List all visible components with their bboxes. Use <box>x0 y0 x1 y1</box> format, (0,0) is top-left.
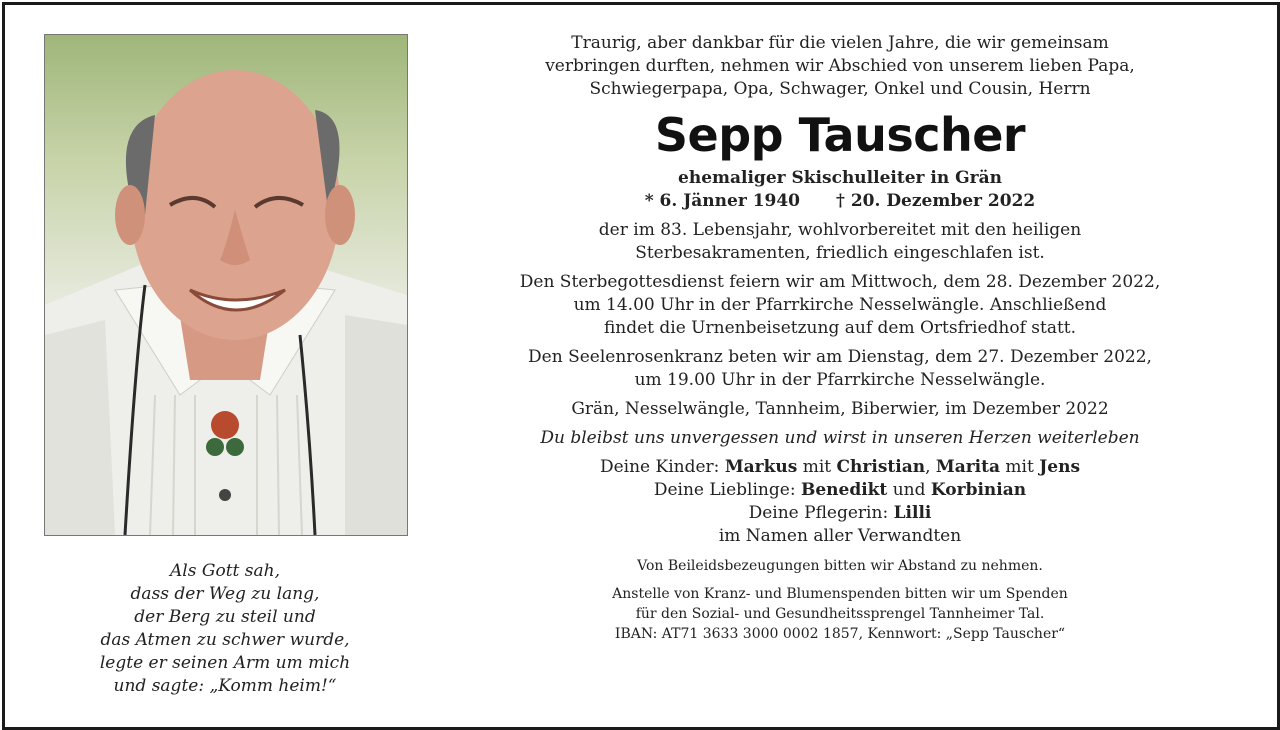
portrait-photo <box>44 34 408 536</box>
life-dates <box>440 189 1240 213</box>
rosary-line: um 19.00 Uhr in der Pfarrkirche Nesselwängle. <box>634 370 1046 390</box>
poem-line: dass der Weg zu lang, <box>130 584 320 604</box>
poem-line: Als Gott sah, <box>170 561 280 581</box>
places-date: Grän, Nesselwängle, Tannheim, Biberwier, im Dezember 2022 <box>571 399 1109 419</box>
grandchild-name: Benedikt <box>800 480 888 500</box>
poem-line: legte er seinen Arm um mich <box>99 653 351 673</box>
family-list <box>440 456 1240 548</box>
carer-line <box>440 502 1240 525</box>
funeral-text <box>440 271 1240 340</box>
poem <box>44 560 406 698</box>
poem-line: das Atmen zu schwer wurde, <box>100 630 350 650</box>
grandchildren-label: Deine Lieblinge: <box>653 480 801 500</box>
intro-line: Traurig, aber dankbar für die vielen Jahre, die wir gemeinsam <box>571 33 1109 53</box>
connector: , <box>925 457 936 477</box>
intro-line: verbringen durften, nehmen wir Abschied von unserem lieben Papa, <box>545 56 1135 76</box>
children-label: Deine Kinder: <box>599 457 725 477</box>
condolence-note: Von Beileidsbezeugungen bitten wir Abstand zu nehmen. <box>637 558 1043 574</box>
carer-label: Deine Pflegerin: <box>748 503 894 523</box>
poem-line: der Berg zu steil und <box>134 607 316 627</box>
deceased-name: Sepp Tauscher <box>654 108 1026 162</box>
child-name: Marita <box>935 457 1001 477</box>
intro-line: Schwiegerpapa, Opa, Schwager, Onkel und Cousin, Herrn <box>589 79 1091 99</box>
intro <box>440 32 1240 101</box>
funeral-line: findet die Urnenbeisetzung auf dem Ortsfriedhof statt. <box>603 318 1077 338</box>
grandchild-name: Korbinian <box>930 480 1027 500</box>
donation-line: IBAN: AT71 3633 3000 0002 1857, Kennwort: „Sepp Tauscher“ <box>614 626 1066 642</box>
partner-name: Christian <box>836 457 926 477</box>
children-line <box>440 456 1240 479</box>
birth-date: * 6. Jänner 1940 <box>644 191 801 211</box>
motto: Du bleibst uns unvergessen und wirst in unseren Herzen weiterleben <box>540 428 1140 448</box>
rosary-line: Den Seelenrosenkranz beten wir am Dienstag, dem 27. Dezember 2022, <box>528 347 1152 367</box>
rosary-text <box>440 346 1240 392</box>
connector: mit <box>797 457 837 477</box>
passing-line: Sterbesakramenten, friedlich eingeschlafen ist. <box>635 243 1045 263</box>
obituary-text <box>440 32 1240 644</box>
carer-name: Lilli <box>893 503 932 523</box>
relatives-line: im Namen aller Verwandten <box>718 526 962 546</box>
grandchildren-line <box>440 479 1240 502</box>
funeral-line: um 14.00 Uhr in der Pfarrkirche Nesselwängle. Anschließend <box>573 295 1107 315</box>
funeral-line: Den Sterbegottesdienst feiern wir am Mittwoch, dem 28. Dezember 2022, <box>519 272 1161 292</box>
deceased-role: ehemaliger Skischulleiter in Grän <box>678 168 1002 188</box>
partner-name: Jens <box>1039 457 1081 477</box>
donation-note <box>440 584 1240 644</box>
death-date: † 20. Dezember 2022 <box>836 191 1036 211</box>
portrait-illustration <box>45 35 407 535</box>
child-name: Markus <box>724 457 798 477</box>
donation-line: Anstelle von Kranz- und Blumenspenden bitten wir um Spenden <box>612 586 1068 602</box>
connector: und <box>887 480 931 500</box>
passing-text <box>440 219 1240 265</box>
connector: mit <box>1000 457 1040 477</box>
poem-line: und sagte: „Komm heim!“ <box>113 676 337 696</box>
donation-line: für den Sozial- und Gesundheitssprengel Tannheimer Tal. <box>635 606 1045 622</box>
passing-line: der im 83. Lebensjahr, wohlvorbereitet mit den heiligen <box>598 220 1082 240</box>
